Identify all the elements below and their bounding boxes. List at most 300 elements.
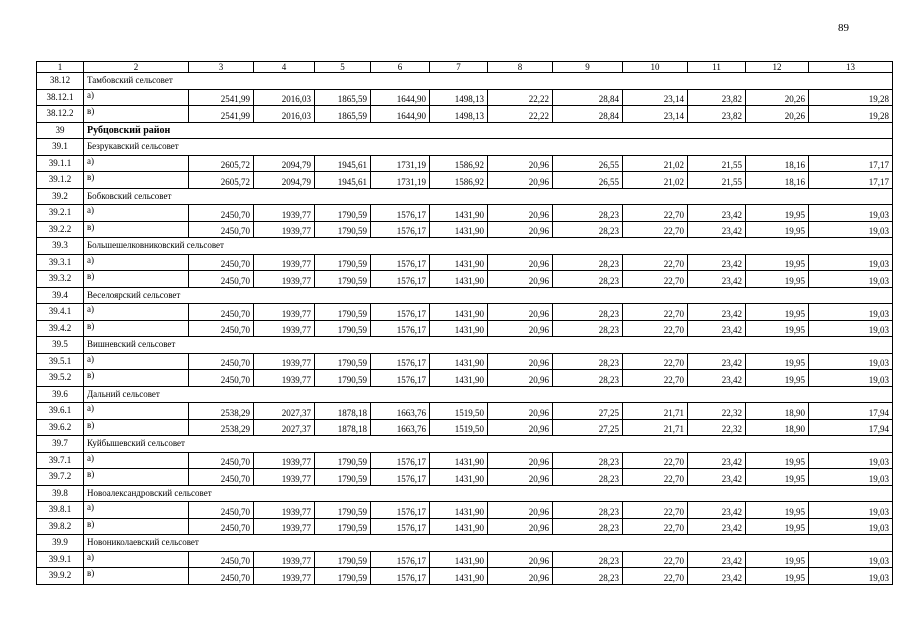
value-cell: 1431,90 — [430, 353, 488, 370]
value-cell: 1790,59 — [315, 568, 371, 585]
section-title: Новоалександровский сельсовет — [84, 485, 893, 502]
value-cell: 2027,37 — [254, 403, 315, 420]
value-cell: 28,23 — [553, 370, 623, 387]
value-cell: 1576,17 — [371, 271, 430, 288]
value-cell: 2450,70 — [189, 469, 254, 486]
value-cell: 28,84 — [553, 106, 623, 123]
value-cell: 22,70 — [623, 353, 688, 370]
value-cell: 28,23 — [553, 469, 623, 486]
column-header: 13 — [809, 62, 893, 73]
value-cell: 19,28 — [809, 106, 893, 123]
section-title: Веселоярский сельсовет — [84, 287, 893, 304]
row-code: 39.2.2 — [37, 221, 84, 238]
value-cell: 1939,77 — [254, 452, 315, 469]
value-cell: 19,95 — [746, 304, 809, 321]
value-cell: 28,23 — [553, 304, 623, 321]
value-cell: 23,42 — [688, 551, 746, 568]
value-cell: 19,95 — [746, 205, 809, 222]
value-cell: 22,70 — [623, 320, 688, 337]
section-row — [37, 386, 893, 403]
value-cell: 1790,59 — [315, 271, 371, 288]
value-cell: 17,17 — [809, 172, 893, 189]
table-row — [37, 452, 893, 469]
row-code: 39.7 — [37, 436, 84, 453]
value-cell: 19,03 — [809, 370, 893, 387]
value-cell: 19,03 — [809, 518, 893, 535]
value-cell: 17,94 — [809, 419, 893, 436]
table-header-row — [37, 62, 893, 73]
value-cell: 1790,59 — [315, 353, 371, 370]
value-cell: 28,23 — [553, 551, 623, 568]
table-row — [37, 551, 893, 568]
value-cell: 1939,77 — [254, 502, 315, 519]
value-cell: 19,28 — [809, 89, 893, 106]
value-cell: 1663,76 — [371, 419, 430, 436]
value-cell: 1431,90 — [430, 452, 488, 469]
value-cell: 27,25 — [553, 403, 623, 420]
row-code: 39.9 — [37, 535, 84, 552]
table-row — [37, 304, 893, 321]
row-code: 38.12.2 — [37, 106, 84, 123]
value-cell: 23,42 — [688, 502, 746, 519]
row-code: 39.6 — [37, 386, 84, 403]
value-cell: 23,42 — [688, 205, 746, 222]
value-cell: 1586,92 — [430, 155, 488, 172]
row-code: 39.4.1 — [37, 304, 84, 321]
row-code: 39.2.1 — [37, 205, 84, 222]
value-cell: 2450,70 — [189, 353, 254, 370]
value-cell: 1790,59 — [315, 320, 371, 337]
table-body — [37, 62, 893, 585]
table-row — [37, 353, 893, 370]
table-row — [37, 320, 893, 337]
value-cell: 1939,77 — [254, 469, 315, 486]
value-cell: 22,70 — [623, 304, 688, 321]
value-cell: 19,95 — [746, 518, 809, 535]
section-title: Вишневский сельсовет — [84, 337, 893, 354]
value-cell: 19,03 — [809, 320, 893, 337]
value-cell: 19,03 — [809, 205, 893, 222]
value-cell: 21,02 — [623, 155, 688, 172]
value-cell: 1790,59 — [315, 469, 371, 486]
value-cell: 19,03 — [809, 469, 893, 486]
value-cell: 28,23 — [553, 568, 623, 585]
value-cell: 20,96 — [488, 551, 553, 568]
value-cell: 19,03 — [809, 568, 893, 585]
value-cell: 1431,90 — [430, 205, 488, 222]
value-cell: 2094,79 — [254, 155, 315, 172]
value-cell: 2450,70 — [189, 370, 254, 387]
value-cell: 1576,17 — [371, 469, 430, 486]
value-cell: 19,95 — [746, 568, 809, 585]
value-cell: 28,23 — [553, 518, 623, 535]
row-code: 39.1 — [37, 139, 84, 156]
value-cell: 23,14 — [623, 89, 688, 106]
value-cell: 1576,17 — [371, 304, 430, 321]
value-cell: 19,03 — [809, 353, 893, 370]
value-cell: 2541,99 — [189, 89, 254, 106]
column-header: 8 — [488, 62, 553, 73]
row-label: а) — [84, 551, 189, 568]
value-cell: 2450,70 — [189, 502, 254, 519]
value-cell: 2538,29 — [189, 403, 254, 420]
value-cell: 28,23 — [553, 254, 623, 271]
table-row — [37, 403, 893, 420]
value-cell: 19,95 — [746, 221, 809, 238]
value-cell: 20,96 — [488, 518, 553, 535]
value-cell: 19,03 — [809, 551, 893, 568]
row-label: а) — [84, 304, 189, 321]
value-cell: 19,03 — [809, 221, 893, 238]
value-cell: 17,94 — [809, 403, 893, 420]
column-header: 4 — [254, 62, 315, 73]
section-row — [37, 73, 893, 90]
value-cell: 2450,70 — [189, 221, 254, 238]
table-row — [37, 419, 893, 436]
table-row — [37, 254, 893, 271]
value-cell: 2450,70 — [189, 452, 254, 469]
value-cell: 22,32 — [688, 403, 746, 420]
value-cell: 1865,59 — [315, 106, 371, 123]
value-cell: 26,55 — [553, 155, 623, 172]
value-cell: 20,96 — [488, 568, 553, 585]
value-cell: 1790,59 — [315, 254, 371, 271]
row-label: в) — [84, 221, 189, 238]
value-cell: 1945,61 — [315, 155, 371, 172]
row-label: а) — [84, 452, 189, 469]
value-cell: 1945,61 — [315, 172, 371, 189]
value-cell: 1790,59 — [315, 502, 371, 519]
value-cell: 1431,90 — [430, 304, 488, 321]
value-cell: 2605,72 — [189, 172, 254, 189]
value-cell: 20,96 — [488, 254, 553, 271]
value-cell: 23,42 — [688, 221, 746, 238]
value-cell: 18,90 — [746, 403, 809, 420]
value-cell: 22,70 — [623, 271, 688, 288]
value-cell: 20,26 — [746, 89, 809, 106]
row-label: а) — [84, 254, 189, 271]
value-cell: 1790,59 — [315, 518, 371, 535]
value-cell: 20,96 — [488, 452, 553, 469]
value-cell: 1790,59 — [315, 452, 371, 469]
section-row — [37, 287, 893, 304]
value-cell: 1431,90 — [430, 271, 488, 288]
value-cell: 19,95 — [746, 469, 809, 486]
value-cell: 23,42 — [688, 568, 746, 585]
value-cell: 1939,77 — [254, 221, 315, 238]
value-cell: 22,32 — [688, 419, 746, 436]
value-cell: 2027,37 — [254, 419, 315, 436]
section-title: Дальний сельсовет — [84, 386, 893, 403]
value-cell: 2094,79 — [254, 172, 315, 189]
value-cell: 1939,77 — [254, 304, 315, 321]
row-code: 39.8 — [37, 485, 84, 502]
value-cell: 21,71 — [623, 419, 688, 436]
value-cell: 2450,70 — [189, 254, 254, 271]
value-cell: 1939,77 — [254, 518, 315, 535]
value-cell: 1576,17 — [371, 205, 430, 222]
value-cell: 19,03 — [809, 254, 893, 271]
value-cell: 19,95 — [746, 502, 809, 519]
row-label: а) — [84, 89, 189, 106]
value-cell: 1878,18 — [315, 403, 371, 420]
value-cell: 23,42 — [688, 304, 746, 321]
value-cell: 2016,03 — [254, 106, 315, 123]
page-number: 89 — [838, 22, 849, 34]
row-code: 39.4.2 — [37, 320, 84, 337]
value-cell: 1939,77 — [254, 568, 315, 585]
value-cell: 20,96 — [488, 370, 553, 387]
value-cell: 20,96 — [488, 271, 553, 288]
table-row — [37, 155, 893, 172]
column-header: 9 — [553, 62, 623, 73]
row-code: 39.5.1 — [37, 353, 84, 370]
section-title: Новониколаевский сельсовет — [84, 535, 893, 552]
row-label: в) — [84, 419, 189, 436]
value-cell: 1865,59 — [315, 89, 371, 106]
value-cell: 22,70 — [623, 221, 688, 238]
table-row — [37, 89, 893, 106]
row-code: 39.7.2 — [37, 469, 84, 486]
row-code: 39.1.2 — [37, 172, 84, 189]
value-cell: 1644,90 — [371, 89, 430, 106]
value-cell: 1576,17 — [371, 221, 430, 238]
row-label: в) — [84, 271, 189, 288]
value-cell: 22,22 — [488, 89, 553, 106]
value-cell: 1790,59 — [315, 205, 371, 222]
section-title: Бобковский сельсовет — [84, 188, 893, 205]
row-label: а) — [84, 502, 189, 519]
row-code: 39.2 — [37, 188, 84, 205]
value-cell: 23,42 — [688, 271, 746, 288]
value-cell: 20,96 — [488, 155, 553, 172]
row-label: а) — [84, 403, 189, 420]
value-cell: 1939,77 — [254, 205, 315, 222]
value-cell: 22,70 — [623, 518, 688, 535]
column-header: 12 — [746, 62, 809, 73]
row-label: в) — [84, 320, 189, 337]
value-cell: 18,16 — [746, 172, 809, 189]
row-code: 39.8.1 — [37, 502, 84, 519]
value-cell: 1576,17 — [371, 518, 430, 535]
value-cell: 1431,90 — [430, 370, 488, 387]
section-title: Большешелковниковский сельсовет — [84, 238, 893, 255]
value-cell: 1576,17 — [371, 320, 430, 337]
row-code: 39.5 — [37, 337, 84, 354]
section-row — [37, 337, 893, 354]
row-code: 39.5.2 — [37, 370, 84, 387]
value-cell: 19,03 — [809, 452, 893, 469]
value-cell: 23,42 — [688, 469, 746, 486]
value-cell: 22,70 — [623, 205, 688, 222]
value-cell: 22,70 — [623, 254, 688, 271]
row-code: 39.4 — [37, 287, 84, 304]
value-cell: 1790,59 — [315, 221, 371, 238]
row-code: 39.1.1 — [37, 155, 84, 172]
row-code: 39.9.1 — [37, 551, 84, 568]
row-label: в) — [84, 172, 189, 189]
value-cell: 1431,90 — [430, 320, 488, 337]
value-cell: 19,03 — [809, 271, 893, 288]
value-cell: 19,95 — [746, 320, 809, 337]
value-cell: 22,70 — [623, 502, 688, 519]
value-cell: 23,42 — [688, 370, 746, 387]
value-cell: 22,70 — [623, 551, 688, 568]
value-cell: 1586,92 — [430, 172, 488, 189]
value-cell: 20,26 — [746, 106, 809, 123]
value-cell: 21,02 — [623, 172, 688, 189]
value-cell: 1431,90 — [430, 221, 488, 238]
column-header: 10 — [623, 62, 688, 73]
value-cell: 2605,72 — [189, 155, 254, 172]
value-cell: 1790,59 — [315, 370, 371, 387]
value-cell: 1431,90 — [430, 254, 488, 271]
value-cell: 1498,13 — [430, 89, 488, 106]
value-cell: 23,42 — [688, 320, 746, 337]
section-row — [37, 238, 893, 255]
value-cell: 1731,19 — [371, 155, 430, 172]
value-cell: 2450,70 — [189, 271, 254, 288]
value-cell: 1939,77 — [254, 320, 315, 337]
value-cell: 1431,90 — [430, 568, 488, 585]
value-cell: 20,96 — [488, 469, 553, 486]
value-cell: 26,55 — [553, 172, 623, 189]
section-row — [37, 122, 893, 139]
value-cell: 28,23 — [553, 353, 623, 370]
section-row — [37, 485, 893, 502]
row-code: 39.6.2 — [37, 419, 84, 436]
value-cell: 28,23 — [553, 452, 623, 469]
value-cell: 20,96 — [488, 304, 553, 321]
value-cell: 1939,77 — [254, 254, 315, 271]
value-cell: 23,42 — [688, 254, 746, 271]
value-cell: 19,95 — [746, 271, 809, 288]
value-cell: 1576,17 — [371, 551, 430, 568]
value-cell: 18,16 — [746, 155, 809, 172]
row-code: 39.3.2 — [37, 271, 84, 288]
value-cell: 23,42 — [688, 452, 746, 469]
section-row — [37, 535, 893, 552]
value-cell: 28,23 — [553, 221, 623, 238]
row-code: 39.9.2 — [37, 568, 84, 585]
table-row — [37, 370, 893, 387]
value-cell: 1663,76 — [371, 403, 430, 420]
value-cell: 1519,50 — [430, 419, 488, 436]
value-cell: 22,70 — [623, 568, 688, 585]
value-cell: 23,42 — [688, 353, 746, 370]
table-row — [37, 518, 893, 535]
value-cell: 2538,29 — [189, 419, 254, 436]
row-code: 38.12 — [37, 73, 84, 90]
value-cell: 2016,03 — [254, 89, 315, 106]
section-title: Куйбышевский сельсовет — [84, 436, 893, 453]
value-cell: 27,25 — [553, 419, 623, 436]
column-header: 7 — [430, 62, 488, 73]
table-row — [37, 271, 893, 288]
table-row — [37, 469, 893, 486]
row-label: а) — [84, 155, 189, 172]
value-cell: 1576,17 — [371, 452, 430, 469]
value-cell: 20,96 — [488, 502, 553, 519]
data-table — [36, 61, 893, 585]
value-cell: 28,23 — [553, 271, 623, 288]
value-cell: 20,96 — [488, 320, 553, 337]
row-label: в) — [84, 469, 189, 486]
row-code: 39.3.1 — [37, 254, 84, 271]
value-cell: 1731,19 — [371, 172, 430, 189]
value-cell: 21,55 — [688, 172, 746, 189]
section-row — [37, 139, 893, 156]
row-code: 39.7.1 — [37, 452, 84, 469]
value-cell: 19,03 — [809, 304, 893, 321]
value-cell: 2450,70 — [189, 518, 254, 535]
row-code: 39 — [37, 122, 84, 139]
value-cell: 20,96 — [488, 172, 553, 189]
row-label: в) — [84, 518, 189, 535]
row-label: а) — [84, 205, 189, 222]
value-cell: 18,90 — [746, 419, 809, 436]
value-cell: 1431,90 — [430, 551, 488, 568]
value-cell: 1576,17 — [371, 353, 430, 370]
value-cell: 20,96 — [488, 419, 553, 436]
value-cell: 1790,59 — [315, 304, 371, 321]
value-cell: 22,70 — [623, 452, 688, 469]
column-header: 11 — [688, 62, 746, 73]
row-code: 39.8.2 — [37, 518, 84, 535]
value-cell: 28,23 — [553, 502, 623, 519]
column-header: 6 — [371, 62, 430, 73]
value-cell: 1519,50 — [430, 403, 488, 420]
value-cell: 2450,70 — [189, 320, 254, 337]
table-row — [37, 502, 893, 519]
value-cell: 1939,77 — [254, 353, 315, 370]
value-cell: 1790,59 — [315, 551, 371, 568]
value-cell: 22,70 — [623, 469, 688, 486]
column-header: 3 — [189, 62, 254, 73]
value-cell: 2450,70 — [189, 568, 254, 585]
table-row — [37, 106, 893, 123]
value-cell: 17,17 — [809, 155, 893, 172]
value-cell: 1576,17 — [371, 568, 430, 585]
section-title: Тамбовский сельсовет — [84, 73, 893, 90]
value-cell: 22,22 — [488, 106, 553, 123]
value-cell: 2450,70 — [189, 304, 254, 321]
row-label: а) — [84, 353, 189, 370]
row-label: в) — [84, 568, 189, 585]
value-cell: 23,82 — [688, 106, 746, 123]
value-cell: 19,03 — [809, 502, 893, 519]
value-cell: 2450,70 — [189, 551, 254, 568]
value-cell: 20,96 — [488, 221, 553, 238]
value-cell: 1576,17 — [371, 254, 430, 271]
row-code: 39.3 — [37, 238, 84, 255]
table-row — [37, 172, 893, 189]
value-cell: 19,95 — [746, 452, 809, 469]
value-cell: 23,82 — [688, 89, 746, 106]
value-cell: 19,95 — [746, 353, 809, 370]
value-cell: 1576,17 — [371, 502, 430, 519]
section-title: Рубцовский район — [84, 122, 893, 139]
row-code: 38.12.1 — [37, 89, 84, 106]
value-cell: 1939,77 — [254, 271, 315, 288]
value-cell: 21,55 — [688, 155, 746, 172]
value-cell: 2450,70 — [189, 205, 254, 222]
value-cell: 23,14 — [623, 106, 688, 123]
value-cell: 1431,90 — [430, 518, 488, 535]
value-cell: 1939,77 — [254, 370, 315, 387]
column-header: 2 — [84, 62, 189, 73]
value-cell: 2541,99 — [189, 106, 254, 123]
